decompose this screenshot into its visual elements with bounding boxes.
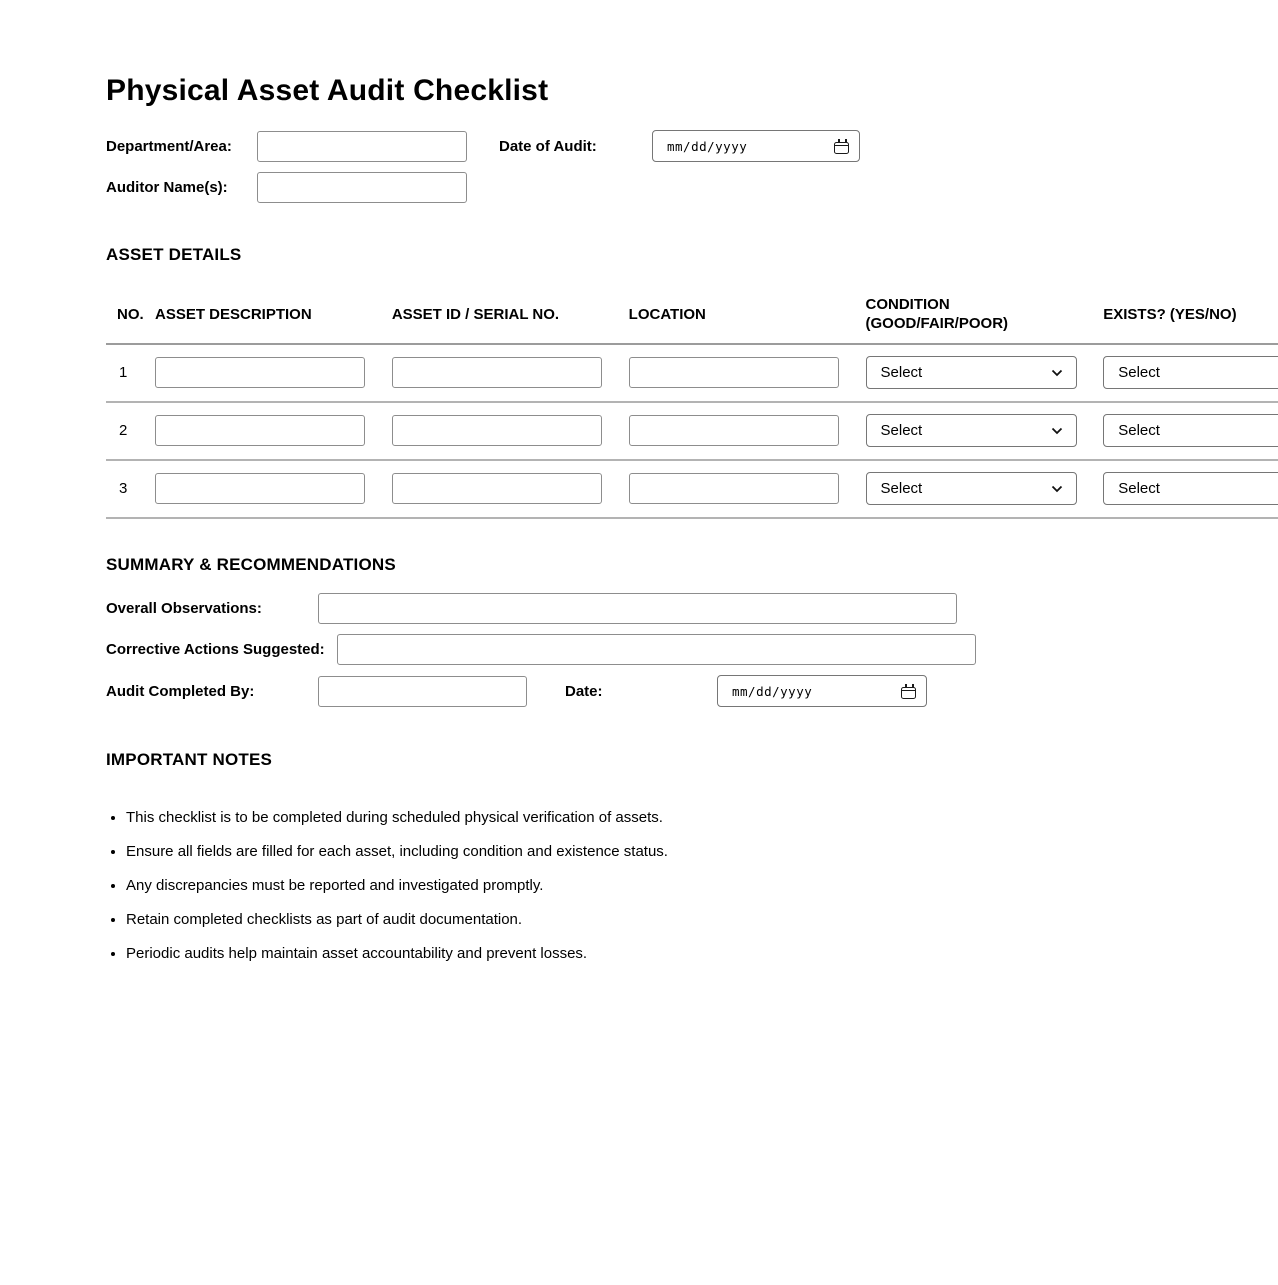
exists-select-1[interactable] — [1103, 356, 1278, 389]
note-item: • Any discrepancies must be reported and investigated promptly. — [126, 876, 1278, 896]
exists-select-2[interactable] — [1103, 414, 1278, 447]
corrective-actions-input[interactable] — [337, 634, 976, 665]
location-input-3[interactable] — [629, 473, 839, 504]
date-of-audit-label: Date of Audit: — [499, 137, 597, 155]
col-header-asset-id: ASSET ID / SERIAL NO. — [392, 295, 629, 344]
condition-select-2[interactable] — [866, 414, 1077, 447]
col-header-exists: EXISTS? (YES/NO) — [1103, 295, 1278, 344]
page-title: Physical Asset Audit Checklist — [106, 74, 549, 107]
summary-heading: SUMMARY & RECOMMENDATIONS — [106, 555, 396, 574]
important-notes-heading: IMPORTANT NOTES — [106, 750, 273, 769]
audit-completed-row — [106, 675, 1278, 707]
col-header-location: LOCATION — [629, 295, 866, 344]
note-item: • Ensure all fields are filled for each asset, including condition and existence status. — [126, 842, 1278, 862]
date-placeholder-text: mm/dd/yyyy — [667, 138, 748, 154]
asset-details-heading: ASSET DETAILS — [106, 245, 242, 264]
col-header-condition: CONDITION (GOOD/FAIR/POOR) — [866, 295, 1104, 344]
col-header-description: ASSET DESCRIPTION — [155, 295, 392, 344]
overall-observations-input[interactable] — [318, 593, 957, 624]
important-notes-list — [106, 808, 1278, 964]
corrective-actions-row — [106, 634, 1278, 665]
exists-select-3[interactable] — [1103, 472, 1278, 505]
note-item: • Periodic audits help maintain asset accountability and prevent losses. — [126, 944, 1278, 964]
table-row-2 — [106, 402, 1278, 460]
date-placeholder-text: mm/dd/yyyy — [732, 683, 813, 699]
asset-id-input-1[interactable] — [392, 357, 602, 388]
overall-observations-row — [106, 593, 1278, 624]
summary-date-label: Date: — [565, 682, 603, 700]
department-label: Department/Area: — [106, 137, 232, 155]
asset-id-input-3[interactable] — [392, 473, 602, 504]
asset-description-input-2[interactable] — [155, 415, 365, 446]
note-item: • Retain completed checklists as part of audit documentation. — [126, 910, 1278, 930]
condition-select-1[interactable] — [866, 356, 1077, 389]
note-item: • This checklist is to be completed during scheduled physical verification of assets. — [126, 808, 1278, 828]
asset-description-input-1[interactable] — [155, 357, 365, 388]
asset-table-header-row — [106, 295, 1278, 344]
overall-observations-label: Overall Observations: — [106, 600, 262, 617]
summary-date-input[interactable] — [717, 675, 927, 707]
location-input-1[interactable] — [629, 357, 839, 388]
audit-completed-by-label: Audit Completed By: — [106, 682, 255, 700]
corrective-actions-label: Corrective Actions Suggested: — [106, 641, 325, 658]
location-input-2[interactable] — [629, 415, 839, 446]
asset-description-input-3[interactable] — [155, 473, 365, 504]
row-number: 2 — [106, 402, 155, 460]
row-number: 3 — [106, 460, 155, 518]
calendar-icon — [834, 139, 849, 154]
department-input[interactable] — [257, 131, 467, 162]
auditor-name-label: Auditor Name(s): — [106, 179, 228, 196]
table-row-1 — [106, 344, 1278, 402]
calendar-icon — [901, 684, 916, 699]
auditor-name-input[interactable] — [257, 172, 467, 203]
asset-table — [106, 295, 1278, 519]
condition-select-3[interactable] — [866, 472, 1077, 505]
table-row-3 — [106, 460, 1278, 518]
asset-id-input-2[interactable] — [392, 415, 602, 446]
auditor-row — [106, 172, 1278, 203]
col-header-no: NO. — [106, 295, 155, 344]
row-number: 1 — [106, 344, 155, 402]
department-date-row — [106, 130, 1278, 162]
date-of-audit-input[interactable] — [652, 130, 860, 162]
audit-completed-by-input[interactable] — [318, 676, 527, 707]
